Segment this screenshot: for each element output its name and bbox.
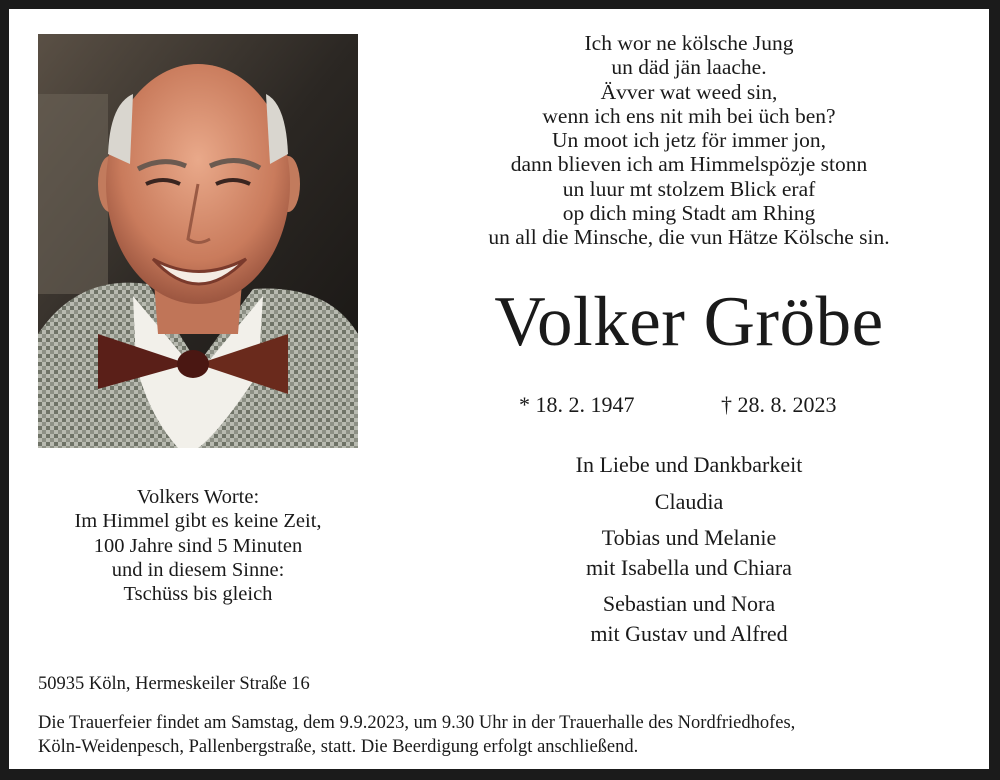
poem-line: op dich ming Stadt am Rhing bbox=[562, 201, 816, 226]
poem-line: Ich wor ne kölsche Jung bbox=[584, 31, 794, 55]
deceased-name: Volker Gröbe bbox=[494, 283, 884, 361]
poem-line: Un moot ich jetz för immer jon, bbox=[551, 128, 827, 153]
family-mourners bbox=[439, 450, 939, 655]
family-intro: In Liebe und Dankbarkeit bbox=[575, 452, 803, 477]
quote-line: Im Himmel gibt es keine Zeit, bbox=[74, 510, 322, 533]
poem-line: wenn ich ens nit mih bei üch ben? bbox=[542, 103, 836, 128]
birth-date: * 18. 2. 1947 bbox=[519, 392, 635, 417]
ceremony-line: Die Trauerfeier findet am Samstag, dem 9.9.2023, um 9.30 Uhr in der Trauerhalle des Nordfriedhofes, bbox=[38, 713, 796, 733]
family-member-line: Claudia bbox=[654, 488, 724, 514]
family-group bbox=[439, 487, 939, 517]
death-date: † 28. 8. 2023 bbox=[721, 392, 837, 417]
quote-line: 100 Jahre sind 5 Minuten bbox=[93, 534, 303, 557]
quote-line: und in diesem Sinne: bbox=[111, 558, 285, 581]
family-address: 50935 Köln, Hermeskeiler Straße 16 bbox=[38, 674, 310, 694]
family-group bbox=[439, 523, 939, 582]
portrait-image bbox=[38, 34, 358, 448]
funeral-ceremony-info bbox=[38, 711, 978, 759]
quote-line: Tschüss bis gleich bbox=[123, 583, 273, 606]
ceremony-line: Köln-Weidenpesch, Pallenbergstraße, statt. Die Beerdigung erfolgt anschließend. bbox=[38, 737, 639, 757]
poem bbox=[414, 31, 964, 250]
obituary-notice bbox=[9, 9, 989, 769]
poem-line: dann blieven ich am Himmelspözje stonn bbox=[510, 152, 868, 177]
portrait-photo bbox=[38, 34, 358, 448]
poem-line: un däd jän laache. bbox=[611, 55, 767, 80]
family-member-line: Tobias und Melanie bbox=[601, 525, 777, 550]
family-member-line: mit Isabella und Chiara bbox=[586, 554, 792, 580]
family-member-line: mit Gustav und Alfred bbox=[590, 620, 788, 646]
quote-line: Volkers Worte: bbox=[136, 486, 260, 508]
family-member-line: Sebastian und Nora bbox=[602, 591, 776, 616]
family-group bbox=[439, 589, 939, 648]
poem-line: un luur mt stolzem Blick eraf bbox=[562, 176, 816, 201]
poem-line: Ävver wat weed sin, bbox=[600, 79, 778, 104]
volkers-words-quote bbox=[38, 485, 358, 606]
poem-line: un all die Minsche, die vun Hätze Kölsche sin. bbox=[488, 225, 890, 250]
